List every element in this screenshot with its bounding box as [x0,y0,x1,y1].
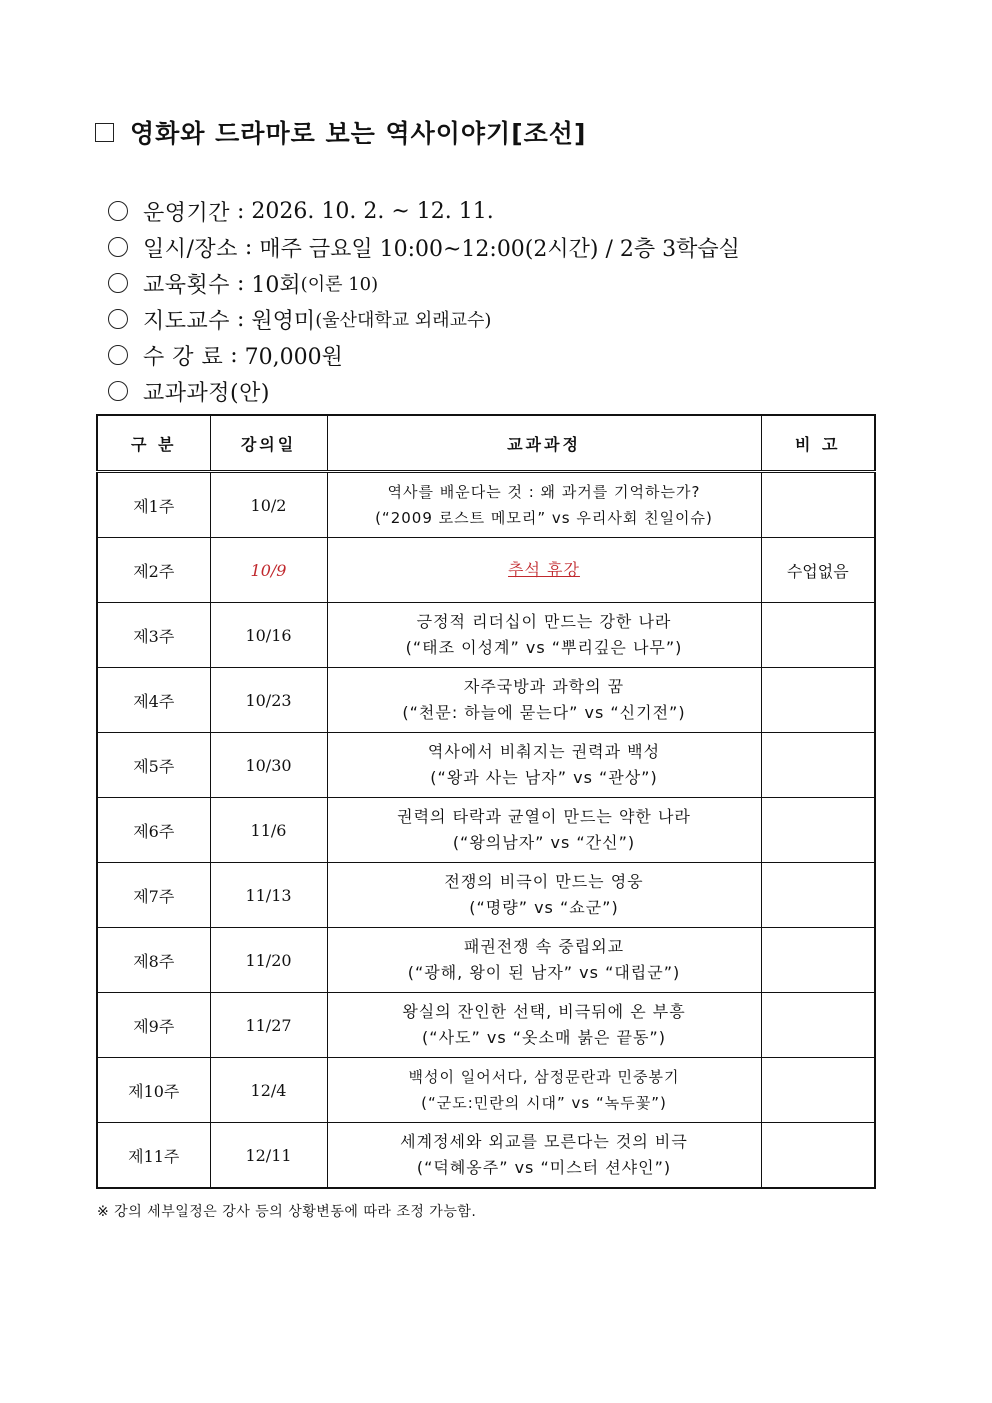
info-instructor: 지도교수 : 원영미 (울산대학교 외래교수) [108,301,740,337]
curriculum-title: 역사를 배운다는 것 : 왜 과거를 기억하는가? [387,483,701,501]
info-note: (이론 10) [300,274,379,295]
curriculum-films: (“사도” vs “옷소매 붉은 끝동”) [422,1028,666,1047]
header-date: 강의일 [210,415,327,472]
cell-week: 제1주 [97,472,210,538]
info-schedule-place: 일시/장소 : 매주 금요일 10:00~12:00(2시간) / 2층 3학습실 [108,229,740,265]
cell-curriculum [327,668,761,733]
footnote: ※ 강의 세부일정은 강사 등의 상황변동에 따라 조정 가능함. [97,1204,477,1220]
cell-curriculum [327,472,761,538]
curriculum-title: 패권전쟁 속 중립외교 [463,937,625,956]
info-label: 지도교수 [143,308,231,334]
header-week: 구 분 [97,415,210,472]
cell-date: 10/16 [210,603,327,668]
curriculum-title: 역사에서 비춰지는 권력과 백성 [427,742,661,761]
info-period: 운영기간 : 2026. 10. 2. ~ 12. 11. [108,193,740,229]
table-row [97,733,875,798]
curriculum-title: 긍정적 리더십이 만드는 강한 나라 [416,612,672,631]
cell-date: 10/9 [210,538,327,603]
info-note: (울산대학교 외래교수) [315,310,492,331]
table-row [97,798,875,863]
circle-bullet-icon [108,201,128,221]
cell-note [761,1058,875,1123]
info-label: 수 강 료 [143,344,224,370]
info-fee: 수 강 료 : 70,000원 [108,337,740,373]
info-label: 교육횟수 [143,272,231,298]
circle-bullet-icon [108,309,128,329]
circle-bullet-icon [108,273,128,293]
cell-curriculum [327,1123,761,1189]
curriculum-title: 세계정세와 외교를 모른다는 것의 비극 [400,1132,688,1151]
curriculum-films: (“명량” vs “쇼군”) [469,898,619,917]
curriculum-films: (“광해, 왕이 된 남자” vs “대립군”) [407,963,681,982]
curriculum-table [96,414,876,1189]
cell-note [761,472,875,538]
table-header-row [97,415,875,472]
header-curriculum: 교과과정 [327,415,761,472]
curriculum-title: 추석 휴강 [508,560,580,579]
cell-week: 제3주 [97,603,210,668]
cell-week: 제7주 [97,863,210,928]
circle-bullet-icon [108,345,128,365]
curriculum-films: (“군도:민란의 시대” vs “녹두꽃”) [421,1094,667,1112]
table-row [97,1058,875,1123]
info-value: 70,000원 [244,344,343,370]
circle-bullet-icon [108,381,128,401]
curriculum-title: 권력의 타락과 균열이 만드는 약한 나라 [397,807,691,826]
cell-note [761,863,875,928]
table-row [97,472,875,538]
cell-note [761,668,875,733]
info-label: 일시/장소 [143,236,238,262]
cell-note [761,1123,875,1189]
cell-note [761,928,875,993]
info-sessions: 교육횟수 : 10회 (이론 10) [108,265,740,301]
curriculum-films: (“천문: 하늘에 묻는다” vs “신기전”) [402,703,686,722]
cell-curriculum [327,993,761,1058]
info-list [108,193,740,409]
cell-week: 제11주 [97,1123,210,1189]
curriculum-films: (“왕과 사는 남자” vs “관상”) [430,768,658,787]
cell-curriculum [327,733,761,798]
curriculum-films: (“왕의남자” vs “간신”) [452,833,636,852]
cell-note [761,603,875,668]
cell-week: 제5주 [97,733,210,798]
cell-curriculum [327,1058,761,1123]
cell-date: 11/13 [210,863,327,928]
cell-week: 제6주 [97,798,210,863]
cell-week: 제4주 [97,668,210,733]
cell-date: 10/30 [210,733,327,798]
curriculum-films: (“2009 로스트 메모리” vs 우리사회 친일이슈) [375,509,713,527]
table-row [97,863,875,928]
info-label: 운영기간 [143,200,231,226]
title-text: 영화와 드라마로 보는 역사이야기[조선] [130,119,587,148]
cell-date: 11/27 [210,993,327,1058]
cell-curriculum [327,798,761,863]
info-label: 교과과정(안) [143,380,270,406]
info-value: 매주 금요일 10:00~12:00(2시간) / 2층 3학습실 [259,236,740,262]
cell-week: 제2주 [97,538,210,603]
table-row [97,993,875,1058]
cell-note [761,993,875,1058]
info-value: 2026. 10. 2. ~ 12. 11. [251,198,494,224]
cell-note [761,798,875,863]
circle-bullet-icon [108,237,128,257]
curriculum-title: 전쟁의 비극이 만드는 영웅 [444,872,644,891]
info-value: 원영미 [251,308,316,334]
cell-date: 10/23 [210,668,327,733]
checkbox-square-icon [95,123,114,142]
cell-date: 11/20 [210,928,327,993]
cell-curriculum [327,538,761,603]
info-value: 10회 [251,272,301,298]
table-row [97,928,875,993]
curriculum-films: (“덕혜옹주” vs “미스터 션샤인”) [416,1158,672,1177]
curriculum-films: (“태조 이성계” vs “뿌리깊은 나무”) [405,638,683,657]
header-note: 비 고 [761,415,875,472]
cell-date: 11/6 [210,798,327,863]
cell-week: 제10주 [97,1058,210,1123]
table-row [97,1123,875,1189]
cell-week: 제8주 [97,928,210,993]
table-row [97,603,875,668]
cell-note: 수업없음 [761,538,875,603]
cell-curriculum [327,928,761,993]
cell-week: 제9주 [97,993,210,1058]
cell-date: 12/4 [210,1058,327,1123]
info-curriculum [108,373,740,409]
table-row [97,668,875,733]
document-title [95,112,586,152]
curriculum-title: 자주국방과 과학의 꿈 [463,677,625,696]
cell-date: 12/11 [210,1123,327,1189]
cell-date: 10/2 [210,472,327,538]
cell-note [761,733,875,798]
cell-curriculum [327,863,761,928]
table-row [97,538,875,603]
curriculum-title: 왕실의 잔인한 선택, 비극뒤에 온 부흥 [402,1002,686,1021]
cell-curriculum [327,603,761,668]
curriculum-title: 백성이 일어서다, 삼정문란과 민중봉기 [408,1068,680,1086]
